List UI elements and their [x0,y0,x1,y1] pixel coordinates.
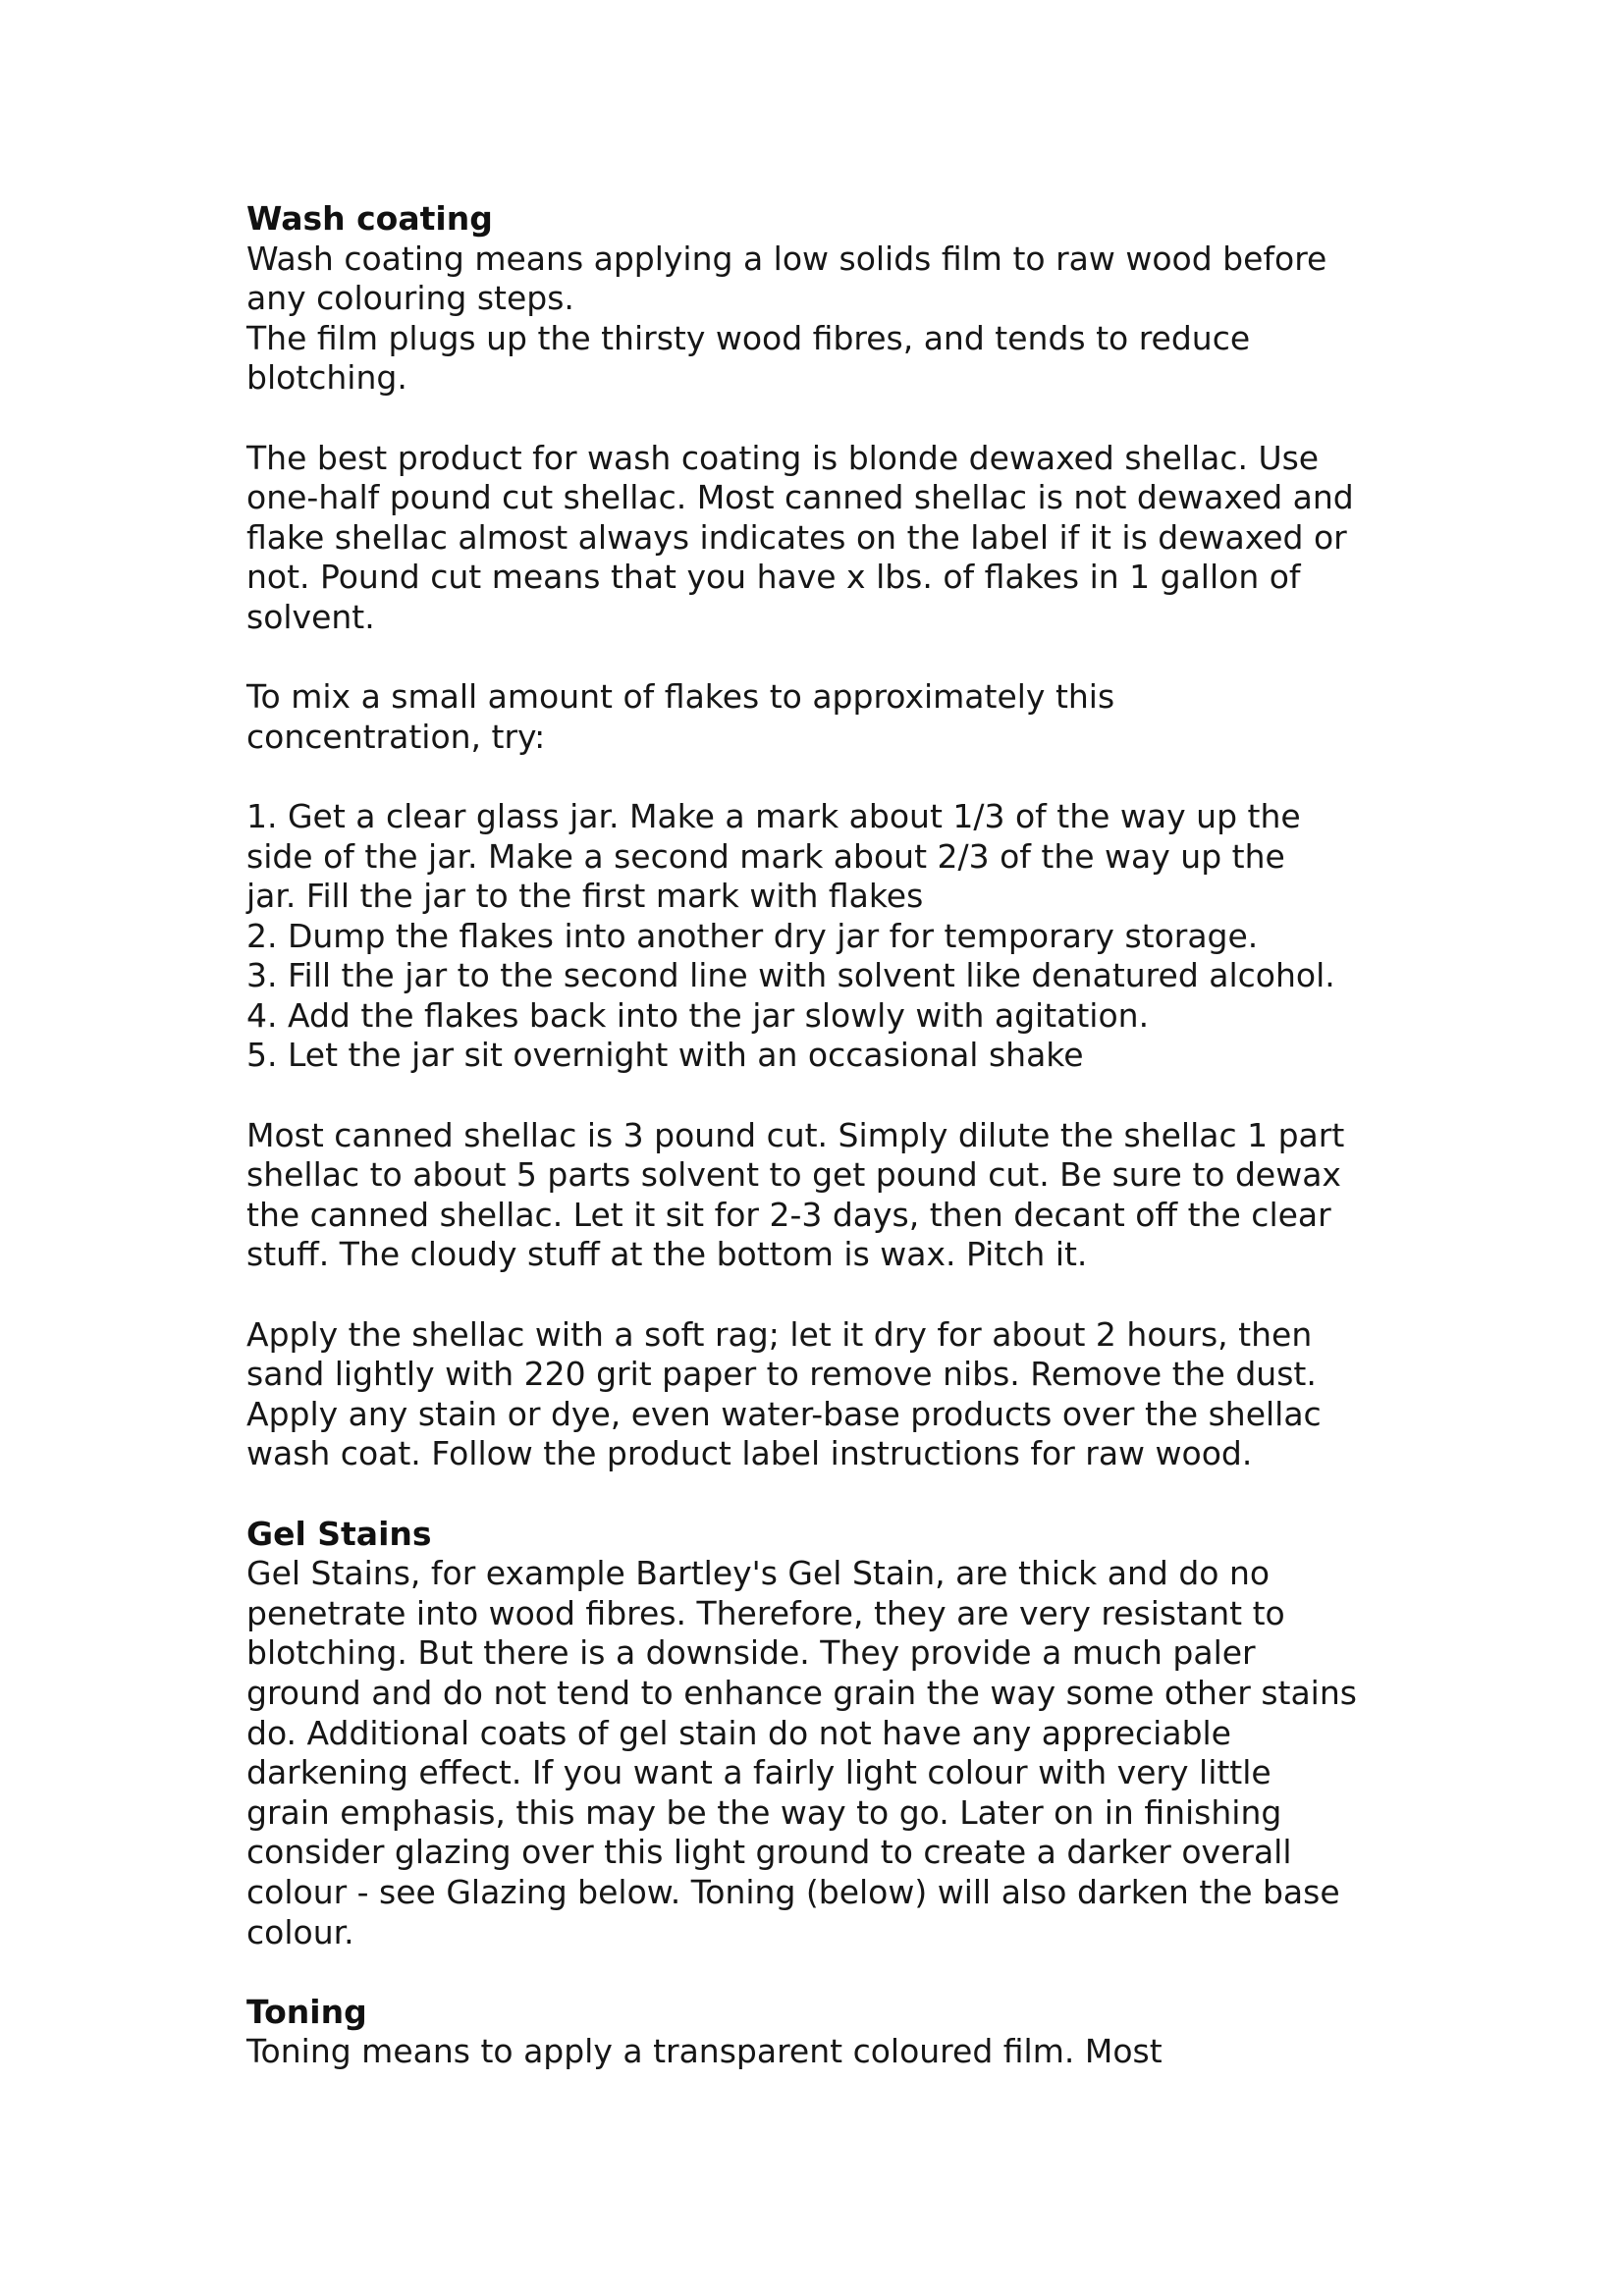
paragraph-line: shellac to about 5 parts solvent to get pound cut. Be sure to dewax [246,1155,1341,1195]
paragraph-line: do. Additional coats of gel stain do not have any appreciable [246,1713,1231,1752]
paragraph-line: colour. [246,1912,354,1951]
paragraph-line: Toning means to apply a transparent coloured film. Most [246,2032,1163,2071]
paragraph-spacer [246,638,1405,678]
section-heading-toning: Toning [246,1992,367,2031]
paragraph-line: wash coat. Follow the product label instructions for raw wood. [246,1434,1253,1473]
paragraph-line: Apply the shellac with a soft rag; let it dry for about 2 hours, then [246,1314,1313,1354]
paragraph-spacer [246,1952,1405,1993]
paragraph-line: solvent. [246,597,375,636]
list-item: 1. Get a clear glass jar. Make a mark about 1/3 of the way up the [246,796,1301,835]
paragraph-spacer [246,757,1405,797]
paragraph-line: blotching. But there is a downside. They provide a much paler [246,1633,1256,1673]
section-heading-gel-stains: Gel Stains [246,1514,432,1553]
paragraph-line: consider glazing over this light ground to create a darker overall [246,1833,1292,1872]
document-body [246,199,1405,2072]
paragraph-line: Apply any stain or dye, even water-base products over the shellac [246,1394,1322,1433]
paragraph-line: Wash coating means applying a low solids film to raw wood before [246,239,1327,278]
paragraph-line: any colouring steps. [246,279,574,318]
paragraph-spacer [246,399,1405,439]
list-item: 4. Add the flakes back into the jar slowly with agitation. [246,995,1150,1035]
paragraph-line: penetrate into wood fibres. Therefore, they are very resistant to [246,1593,1285,1632]
paragraph-line: Most canned shellac is 3 pound cut. Simply dilute the shellac 1 part [246,1115,1345,1154]
paragraph-line: grain emphasis, this may be the way to go. Later on in finishing [246,1792,1282,1832]
list-item: jar. Fill the jar to the first mark with flakes [246,877,924,916]
paragraph-line: stuff. The cloudy stuff at the bottom is wax. Pitch it. [246,1235,1088,1274]
paragraph-line: To mix a small amount of flakes to approximately this [246,677,1115,717]
list-item: 2. Dump the flakes into another dry jar for temporary storage. [246,916,1259,955]
paragraph-line: The best product for wash coating is blonde dewaxed shellac. Use [246,438,1320,477]
paragraph-line: one-half pound cut shellac. Most canned shellac is not dewaxed and [246,478,1354,517]
paragraph-spacer [246,1474,1405,1515]
paragraph-line: Gel Stains, for example Bartley's Gel Stain, are thick and do no [246,1554,1271,1593]
paragraph-line: The film plugs up the thirsty wood fibres, and tends to reduce [246,318,1251,357]
paragraph-line: darkening effect. If you want a fairly light colour with very little [246,1753,1271,1792]
paragraph-spacer [246,1275,1405,1315]
list-item: side of the jar. Make a second mark about 2/3 of the way up the [246,836,1285,876]
paragraph-line: sand lightly with 220 grit paper to remove nibs. Remove the dust. [246,1355,1317,1394]
paragraph-line: colour - see Glazing below. Toning (below) will also darken the base [246,1872,1340,1911]
paragraph-line: the canned shellac. Let it sit for 2-3 days, then decant off the clear [246,1195,1331,1234]
paragraph-line: blotching. [246,358,407,398]
list-item: 5. Let the jar sit overnight with an occasional shake [246,1036,1084,1075]
list-item: 3. Fill the jar to the second line with solvent like denatured alcohol. [246,956,1335,995]
paragraph-line: concentration, try: [246,717,546,756]
paragraph-spacer [246,1076,1405,1116]
paragraph-line: flake shellac almost always indicates on the label if it is dewaxed or [246,517,1347,557]
paragraph-line: not. Pound cut means that you have x lbs. of flakes in 1 gallon of [246,558,1301,597]
paragraph-line: ground and do not tend to enhance grain the way some other stains [246,1673,1357,1712]
section-heading-wash-coating: Wash coating [246,199,493,238]
